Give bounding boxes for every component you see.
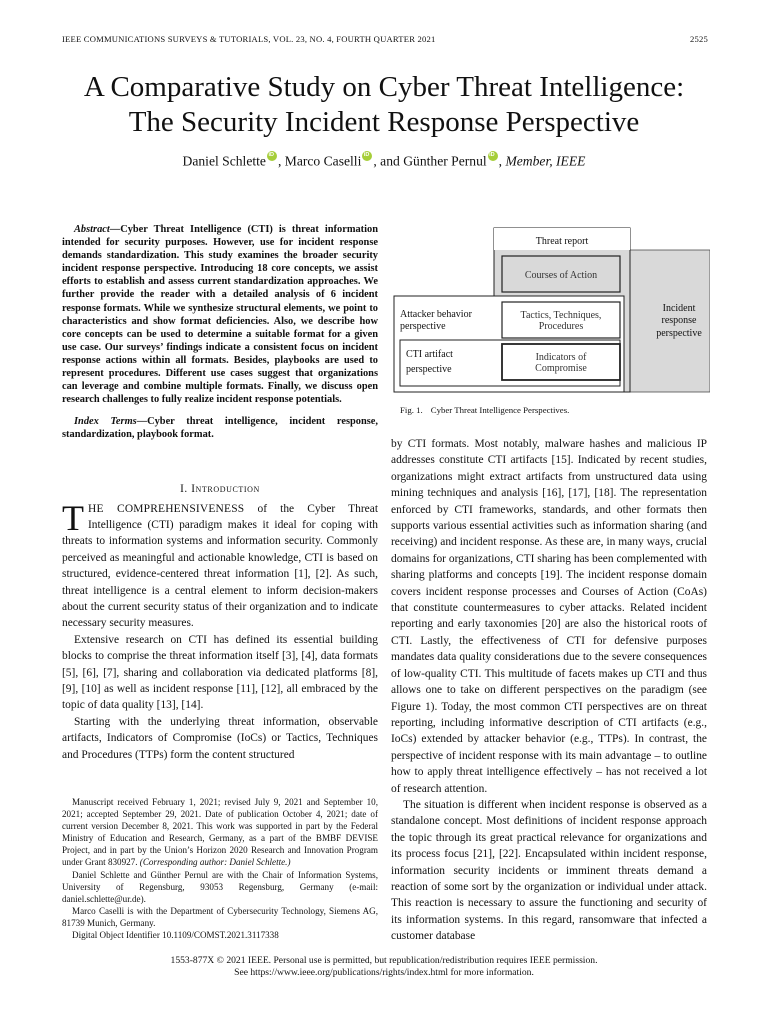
journal-header: IEEE COMMUNICATIONS SURVEYS & TUTORIALS, VOL. 23, NO. 4, FOURTH QUARTER 2021 — [62, 34, 436, 44]
orcid-icon[interactable] — [362, 151, 372, 161]
section-numeral: I. — [180, 482, 188, 495]
label-attacker-1: Attacker behavior — [400, 309, 472, 320]
label-threat-report: Threat report — [535, 236, 589, 247]
author-2: Marco Caselli — [284, 153, 362, 169]
footnote-affiliation-2: Marco Caselli is with the Department of Cybersecurity Technology, Siemens AG, 81739 Munich, Germany. — [62, 905, 378, 928]
author-1: Daniel Schlette — [182, 153, 266, 169]
index-terms-text: —Cyber threat intelligence, incident response, standardization, playbook format. — [62, 416, 378, 441]
label-ioc-2: Compromise — [535, 363, 587, 374]
intro-paragraph-3-cont: by CTI formats. Most notably, malware hashes and malicious IP addresses constitute CTI artifacts [15]. Indicated by recent studies, organizations might extract artifacts from unstructured data using mining techniques and analysis [16], [17], [18]. The representation enforced by CTI frameworks, standards, and other formats then supports various essential activities such as information sharing (and receiving) and incident response. As these are, in many ways, crucial domains for organizations, CTI sharing has been complemented with sharing platforms and concepts [19]. The incident response domain covers incident response processes and Courses of Action (CoAs) that constitute countermeasures to cyber attacks. Related incident reporting and early taxonomies [20] are also the historical roots of CTI. Lastly, the effectiveness of CTI for defensive purposes mandates data quality considerations due to the severe consequences of low-quality CTI. This multitude of facets makes up CTI and thus allows one to take on different perspectives on the paradigm (see Figure 1). Today, the most common CTI perspectives are on threat reporting, including informative description of CTI artifacts (e.g., IoCs) extended by attacker behavior (e.g., TTPs). In contrast, the perspective of incident response with its main advantage – to outline how to apply threat intelligence effectively – has not received a lot of research attention. — [391, 438, 707, 795]
intro-paragraph-3: Starting with the underlying threat information, observable artifacts, Indicators of Compromise (IoCs) or Tactics, Techniques and Procedures (TTPs) form the content structured — [62, 715, 378, 761]
running-header — [62, 34, 708, 48]
title-line-1: A Comparative Study on Cyber Threat Intelligence: — [83, 71, 685, 103]
intro-paragraph-1 — [62, 497, 379, 632]
footnote-manuscript-text: Manuscript received February 1, 2021; revised July 9, 2021 and September 10, 2021; accepted September 29, 2021. Date of publication October 4, 2021; date of current version December 8, 2021. This work was supported in part by the Federal Ministry of Education and Research, Germany, as a part of the BMBF DEVISE Project, and in part by the Union’s Horizon 2020 Research and Innovation Program under Grant 830927. — [62, 797, 378, 868]
label-cti-1: CTI artifact — [406, 349, 453, 360]
abstract — [62, 223, 378, 406]
figure-caption-label: Fig. 1. — [400, 405, 423, 415]
paper-title — [30, 70, 738, 140]
footnote-affiliation-1: Daniel Schlette and Günther Pernul are with the Chair of Information Systems, University of Regensburg, 93053 Regensburg, Germany (e-mail: daniel.schlette@ur.de). — [62, 869, 378, 904]
author-list: Daniel SchletteiD , Marco CaselliiD , and Günther PernuliD , Member, IEEE — [30, 150, 738, 170]
figure-1 — [392, 226, 710, 394]
copyright-line-1: 1553-877X © 2021 IEEE. Personal use is permitted, but republication/redistribution requires IEEE permission. — [170, 955, 598, 966]
label-ttp-1: Tactics, Techniques, — [520, 310, 602, 321]
left-column — [62, 223, 378, 763]
author-conjunction: , and — [373, 153, 404, 169]
intro-paragraph-2: Extensive research on CTI has defined its essential building blocks to comprise the threat information itself [3], [4], data formats [5], [6], [7], sharing and collaboration via dedicated platforms [8], [9], [10] as well as incident response [11], [12], all embraced by the topic of data quality [13], [14]. — [62, 633, 378, 712]
label-ttp-2: Procedures — [538, 321, 584, 332]
right-column — [391, 436, 707, 945]
footnotes — [62, 796, 378, 941]
orcid-icon[interactable] — [267, 151, 277, 161]
label-ioc-1: Indicators of — [535, 352, 587, 363]
footnote-manuscript — [62, 796, 378, 869]
section-title: Introduction — [191, 482, 260, 495]
figure-caption-text: Cyber Threat Intelligence Perspectives. — [430, 405, 570, 415]
title-line-2: The Security Incident Response Perspective — [128, 106, 640, 138]
author-3: Günther Pernul — [403, 153, 487, 169]
abstract-label: Abstract — [74, 224, 110, 235]
copyright-line-2[interactable]: See https://www.ieee.org/publications/rights/index.html for more information. — [234, 967, 534, 979]
label-cti-2: perspective — [406, 364, 452, 375]
label-incident-2: response — [661, 315, 697, 326]
label-incident-1: Incident — [662, 303, 696, 314]
drop-cap: T — [62, 497, 84, 538]
intro-p1-text: of the Cyber Threat Intelligence (CTI) paradigm makes it ideal for coping with threats to information systems and information security. Commonly perceived as meaningful and actionable knowledge, CTI is based on structured, evidence-centered threat information [1], [2]. As such, threat intelligence is a central element to inform decision-makers about the current security status of their organization and to indicate necessary security measures. — [62, 502, 379, 630]
figure-caption — [400, 405, 569, 415]
copyright-footer — [30, 955, 738, 979]
label-courses-of-action: Courses of Action — [524, 270, 598, 281]
footnote-doi: Digital Object Identifier 10.1109/COMST.2021.3117338 — [72, 930, 279, 941]
index-terms-label: Index Terms — [74, 416, 137, 428]
author-membership: Member, IEEE — [505, 153, 586, 169]
index-terms — [62, 415, 378, 441]
section-heading — [62, 483, 378, 495]
orcid-icon[interactable] — [488, 151, 498, 161]
label-attacker-2: perspective — [400, 321, 446, 332]
intro-paragraph-4: The situation is different when incident response is observed as a standalone concept. Most definitions of incident response approach the topic through its great practical relevance for organizations and its process focus [21], [22]. Encapsulated within incident response, information security incidents or imminent threats demand a reaction of some sort by the organization or individual under attack. This reaction is necessary to assure the functioning and security of its information systems. In this regard, ransomware that infected a customer database — [391, 798, 707, 943]
footnote-corresponding: (Corresponding author: Daniel Schlette.) — [137, 857, 291, 868]
intro-first-word: HE COMPREHENSIVENESS — [88, 502, 245, 515]
label-incident-3: perspective — [656, 328, 702, 339]
abstract-text: —Cyber Threat Intelligence (CTI) is threat information intended for security purposes. However, use for incident response demands standardization. This study examines the broader security incident response perspective. Introducing 18 core concepts, we assist efforts to establish and assess current standardization approaches. We further provide the reader with a detailed analysis of 6 incident response formats. While we synthesize structural elements, we point to characteristics and show format deficiencies. Also, we describe how core concepts can be used to determine a suitable format for a given use case. Our surveys’ findings indicate a consistent focus on incident response actions within all formats. Besides, playbooks are used to represent procedures. Different use cases suggest that organizations can leverage and combine multiple formats. Finally, we discuss open research challenges to fully realize incident response potentials. — [62, 224, 378, 406]
page-number: 2525 — [690, 34, 708, 44]
